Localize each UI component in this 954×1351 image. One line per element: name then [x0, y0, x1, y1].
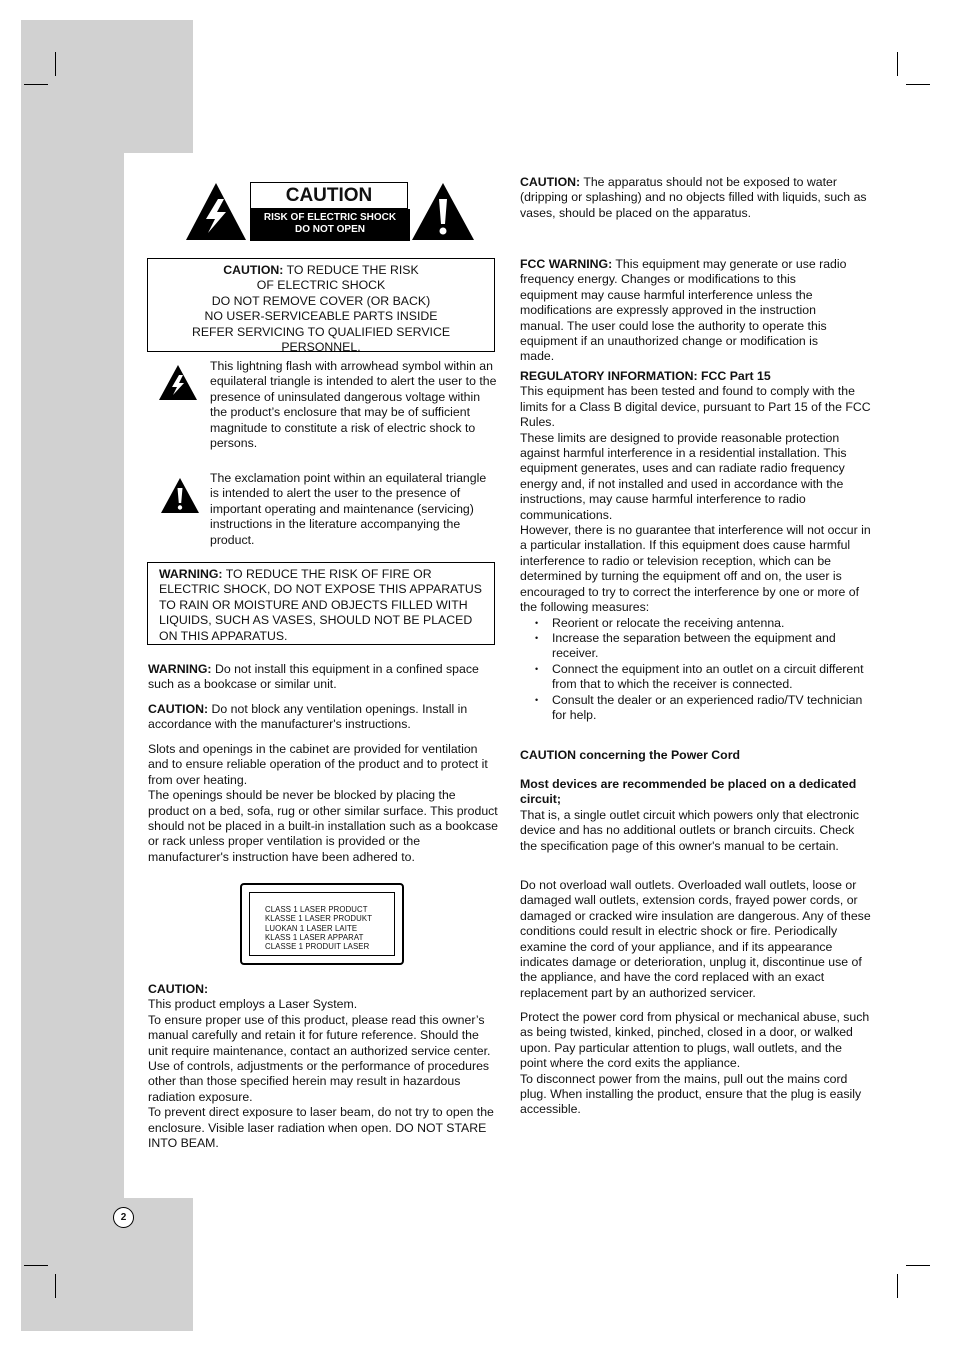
laser-label-line: LUOKAN 1 LASER LAITE [265, 923, 358, 933]
laser-label-line: KLASSE 1 LASER PRODUKT [265, 914, 373, 924]
regulatory-information [520, 369, 872, 723]
paragraph: Slots and openings in the cabinet are provided for ventilation and to ensure reliable operation of the product and to protect it from over heating. [148, 742, 488, 787]
paragraph: That is, a single outlet circuit which powers only that electronic device and has no additional outlets or branch circuits. Check the specification page of this owner's manual to be certain. [520, 807, 860, 853]
caution-label: CAUTION: [148, 982, 209, 996]
caution-line: OF ELECTRIC SHOCK [256, 278, 386, 293]
fcc-warning [520, 257, 850, 365]
crop-mark [906, 1265, 930, 1266]
power-cord-overload [520, 878, 872, 1001]
caution-box [147, 258, 495, 355]
caution-subtitle [250, 209, 410, 241]
warning-label: WARNING: [159, 567, 223, 581]
caution-water [520, 175, 872, 221]
caution-subtitle-line: RISK OF ELECTRIC SHOCK [263, 212, 397, 223]
caution-title: CAUTION [250, 182, 408, 209]
laser-product-label [240, 883, 404, 965]
crop-mark [55, 52, 56, 76]
paragraph: To prevent direct exposure to laser beam, do not try to open the enclosure. Visible laser radiation when open. DO NOT STARE INTO BEAM. [148, 1105, 494, 1151]
paragraph: This equipment has been tested and found to comply with the limits for a Class B digital device, pursuant to Part 15 of the FCC Rules. [520, 384, 871, 430]
caution-label: CAUTION: [148, 702, 209, 716]
paragraph: Do not overload wall outlets. Overloaded wall outlets, loose or damaged wall outlets, extension cords, frayed power cords, or damaged or cracked wire insulation are dangerous. Any of these conditions could result in electric shock or fire. Periodically examine the cord of your appliance, and if its appearance indicates damage or deterioration, unplug it, discontinue use of the appliance, and have the cord replaced with an exact replacement part by an authorized servicer. [520, 878, 871, 1000]
slots-openings-text [148, 742, 500, 865]
paragraph: To disconnect power from the mains, pull out the mains cord plug. When installing the product, ensure that the plug is easily accessible. [520, 1071, 862, 1117]
lightning-symbol-icon [158, 364, 198, 401]
page-number: 2 [113, 1207, 134, 1228]
laser-caution [148, 982, 500, 1151]
warning-confined-space [148, 662, 498, 693]
paragraph: The openings should be never be blocked by placing the product on a bed, sofa, rug or other similar surface. This product should not be placed in a built-in installation such as a bookcase or rack unless proper ventilation is provided or the manufacturer's instruction have been adhered to. [148, 788, 499, 864]
warning-text: Do not install this equipment in a confined space such as a bookcase or similar unit. [148, 662, 479, 692]
crop-mark [55, 1274, 56, 1298]
power-cord-protect [520, 1010, 872, 1118]
paragraph: These limits are designed to provide reasonable protection against harmful interference in a residential installation. This equipment generates, uses and can radiate radio frequency energy and, if not installed and used in accordance with the instructions, may cause harmful interference to radio communications. [520, 430, 847, 522]
laser-label-line: KLASS 1 LASER APPARAT [265, 932, 364, 942]
power-cord-heading [520, 748, 872, 763]
fcc-warning-label: FCC WARNING: [520, 257, 613, 271]
warning-label: WARNING: [148, 662, 212, 676]
list-item: • Connect the equipment into an outlet on a circuit different from that to which the receiver is connected. [520, 662, 872, 693]
caution-subtitle-line: DO NOT OPEN [294, 224, 365, 235]
paragraph: Protect the power cord from physical or mechanical abuse, such as being twisted, kinked, pinched, closed in a door, or walked upon. Pay particular attention to plugs, wall outlets, and the point where the cord exits the appliance. [520, 1010, 870, 1071]
paragraph: However, there is no guarantee that interference will not occur in a particular installation. If this equipment does cause harmful interference to radio or television reception, which can be determined by turning the equipment off and on, the user is encouraged to try to correct the interference by one or more of the following measures: [520, 523, 871, 615]
paragraph: To ensure proper use of this product, please read this owner’s manual carefully and retain it for future reference. Should the unit require maintenance, contact an authorized service center. [148, 1012, 491, 1058]
caution-label: CAUTION: [223, 263, 284, 277]
paragraph: This product employs a Laser System. [148, 997, 358, 1012]
section-subheading: Most devices are recommended be placed on a dedicated circuit; [520, 777, 857, 807]
list-item: • Reorient or relocate the receiving antenna. [520, 616, 872, 631]
caution-text: The apparatus should not be exposed to water (dripping or splashing) and no objects filled with liquids, such as vases, should be placed on the apparatus. [520, 175, 867, 220]
crop-mark [906, 84, 930, 85]
crop-mark [897, 1274, 898, 1298]
crop-mark [897, 52, 898, 76]
warning-box [147, 562, 495, 645]
warning-text: TO REDUCE THE RISK OF FIRE OR ELECTRIC SHOCK, DO NOT EXPOSE THIS APPARATUS TO RAIN OR MOISTURE AND OBJECTS FILLED WITH LIQUIDS, SUCH AS VASES, SHOULD NOT BE PLACED ON THIS APPARATUS. [159, 567, 482, 643]
caution-line: DO NOT REMOVE COVER (OR BACK) [211, 293, 431, 308]
caution-text: Do not block any ventilation openings. Install in accordance with the manufacturer's instructions. [148, 702, 468, 732]
paragraph: Use of controls, adjustments or the performance of procedures other than those specified herein may result in hazardous radiation exposure. [148, 1059, 490, 1104]
caution-line: TO REDUCE THE RISK [286, 263, 419, 277]
laser-label-inner [249, 892, 395, 956]
crop-mark [24, 84, 48, 85]
fcc-warning-text: This equipment may generate or use radio frequency energy. Changes or modifications to this equipment may cause harmful interference unless the modifications are expressly approved in the instruction manual. The user could lose the authority to operate this equipment if an unauthorized change or modification is made. [520, 257, 847, 364]
crop-mark [24, 1265, 48, 1266]
lightning-warning-icon [184, 181, 248, 241]
lightning-symbol-description: This lightning flash with arrowhead symbol within an equilateral triangle is intended to alert the user to the presence of uninsulated dangerous voltage within the product’s enclosure that may be of sufficient magnitude to constitute a risk of electric shock to persons. [210, 359, 497, 451]
exclamation-warning-icon [410, 181, 476, 241]
caution-ventilation [148, 702, 498, 733]
laser-label-line: CLASSE 1 PRODUIT LASER [265, 942, 370, 952]
exclamation-symbol-icon [160, 477, 200, 514]
power-cord-dedicated-circuit [520, 777, 872, 854]
exclamation-symbol-description: The exclamation point within an equilateral triangle is intended to alert the user to the presence of important operating and maintenance (servicing) instructions in the literature accompanying the product. [210, 471, 487, 547]
regulatory-heading: REGULATORY INFORMATION: FCC Part 15 [520, 369, 771, 383]
laser-label-line: CLASS 1 LASER PRODUCT [265, 905, 368, 914]
list-item: • Increase the separation between the equipment and receiver. [520, 631, 872, 662]
list-item: • Consult the dealer or an experienced radio/TV technician for help. [520, 693, 872, 724]
section-heading: CAUTION concerning the Power Cord [520, 748, 740, 762]
caution-line: REFER SERVICING TO QUALIFIED SERVICE [191, 324, 451, 339]
caution-line: PERSONNEL. [281, 340, 361, 355]
caution-label: CAUTION: [520, 175, 581, 189]
interference-measures-list [520, 616, 872, 724]
caution-line: NO USER-SERVICEABLE PARTS INSIDE [204, 309, 438, 324]
